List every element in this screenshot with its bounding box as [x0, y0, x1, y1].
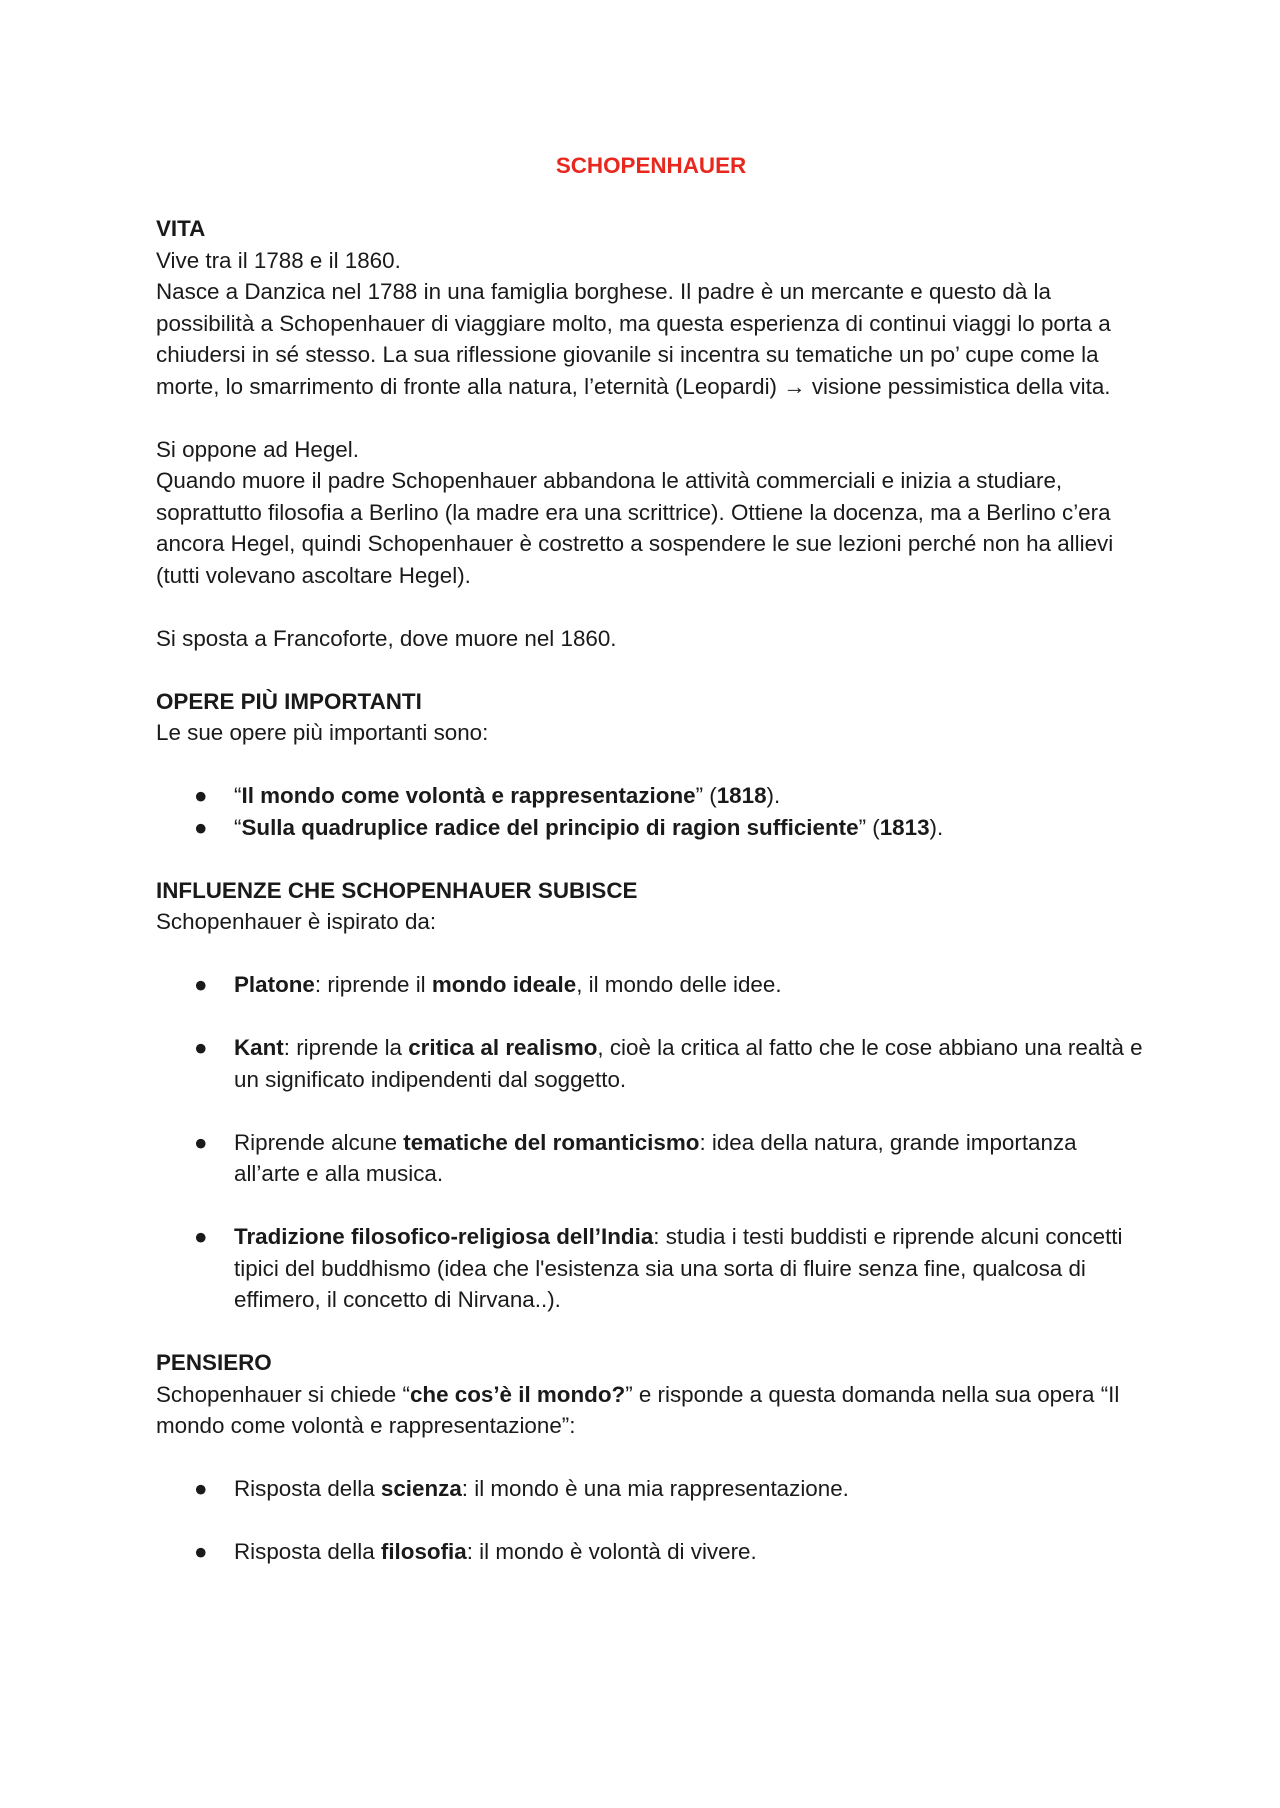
bullet-icon: ● [194, 972, 208, 997]
bullet-icon: ● [194, 1476, 208, 1501]
bullet-icon: ● [194, 783, 208, 808]
document-body [156, 150, 1146, 1568]
list-item: ● “Sulla quadruplice radice del principio di ragion sufficiente” (1813). [156, 812, 1146, 844]
heading-pensiero: PENSIERO [156, 1350, 272, 1375]
vita-paragraph-1: Nasce a Danzica nel 1788 in una famiglia borghese. Il padre è un mercante e questo dà la possibilità a Schopenhauer di viaggiare molto, ma questa esperienza di continui viaggi lo porta a chiudersi in sé stesso. La sua riflessione giovanile si incentra su tematiche un po’ cupe come la morte, lo smarrimento di fronte alla natura, l’eternità (Leopardi) → visione pessimistica della vita. [156, 279, 1111, 399]
list-item: ● “Il mondo come volontà e rappresentazione” (1818). [156, 780, 1146, 812]
list-item: ● Platone: riprende il mondo ideale, il mondo delle idee. [156, 969, 1146, 1001]
opera-title: Il mondo come volontà e rappresentazione [241, 783, 696, 808]
opera-year: 1813 [879, 814, 930, 840]
vita-line-2: Si oppone ad Hegel. [156, 436, 359, 462]
bullet-icon: ● [194, 814, 208, 840]
heading-opere: OPERE PIÙ IMPORTANTI [156, 688, 422, 714]
pensiero-list [156, 1473, 1146, 1568]
bullet-icon: ● [194, 1224, 208, 1249]
opere-intro: Le sue opere più importanti sono: [156, 720, 489, 745]
list-item: ● Tradizione filosofico-religiosa dell’India: studia i testi buddisti e riprende alcuni concetti tipici del buddhismo (idea che l'esistenza sia una sorta di fluire senza fine, qualcosa di effimero, il concetto di Nirvana..). [156, 1221, 1146, 1316]
vita-paragraph-2: Quando muore il padre Schopenhauer abbandona le attività commerciali e inizia a studiare, soprattutto filosofia a Berlino (la madre era una scrittrice). Ottiene la docenza, ma a Berlino c’era ancora Hegel, quindi Schopenhauer è costretto a sospendere le sue lezioni perché non ha allievi (tutti volevano ascoltare Hegel). [156, 468, 1114, 588]
bullet-icon: ● [194, 1129, 208, 1155]
opera-title: Sulla quadruplice radice del principio di ragion sufficiente [241, 814, 859, 840]
opere-list [156, 780, 1146, 843]
bullet-icon: ● [194, 1035, 208, 1060]
bullet-icon: ● [194, 1539, 208, 1564]
list-item: ● Riprende alcune tematiche del romanticismo: idea della natura, grande importanza all’arte e alla musica. [156, 1127, 1146, 1190]
heading-influenze: INFLUENZE CHE SCHOPENHAUER SUBISCE [156, 877, 638, 903]
list-item: ● Risposta della scienza: il mondo è una mia rappresentazione. [156, 1473, 1146, 1505]
pensiero-intro: Schopenhauer si chiede “che cos’è il mondo?” e risponde a questa domanda nella sua opera “Il mondo come volontà e rappresentazione”: [156, 1381, 1120, 1438]
influenze-list [156, 969, 1146, 1316]
influenze-intro: Schopenhauer è ispirato da: [156, 909, 437, 934]
heading-vita: VITA [156, 216, 206, 241]
list-item: ● Kant: riprende la critica al realismo, cioè la critica al fatto che le cose abbiano una realtà e un significato indipendenti dal soggetto. [156, 1032, 1146, 1095]
page-title: SCHOPENHAUER [555, 153, 747, 178]
vita-line-3: Si sposta a Francoforte, dove muore nel 1860. [156, 625, 617, 651]
list-item: ● Risposta della filosofia: il mondo è volontà di vivere. [156, 1536, 1146, 1568]
opera-year: 1818 [716, 783, 767, 808]
vita-line-1: Vive tra il 1788 e il 1860. [156, 247, 401, 273]
